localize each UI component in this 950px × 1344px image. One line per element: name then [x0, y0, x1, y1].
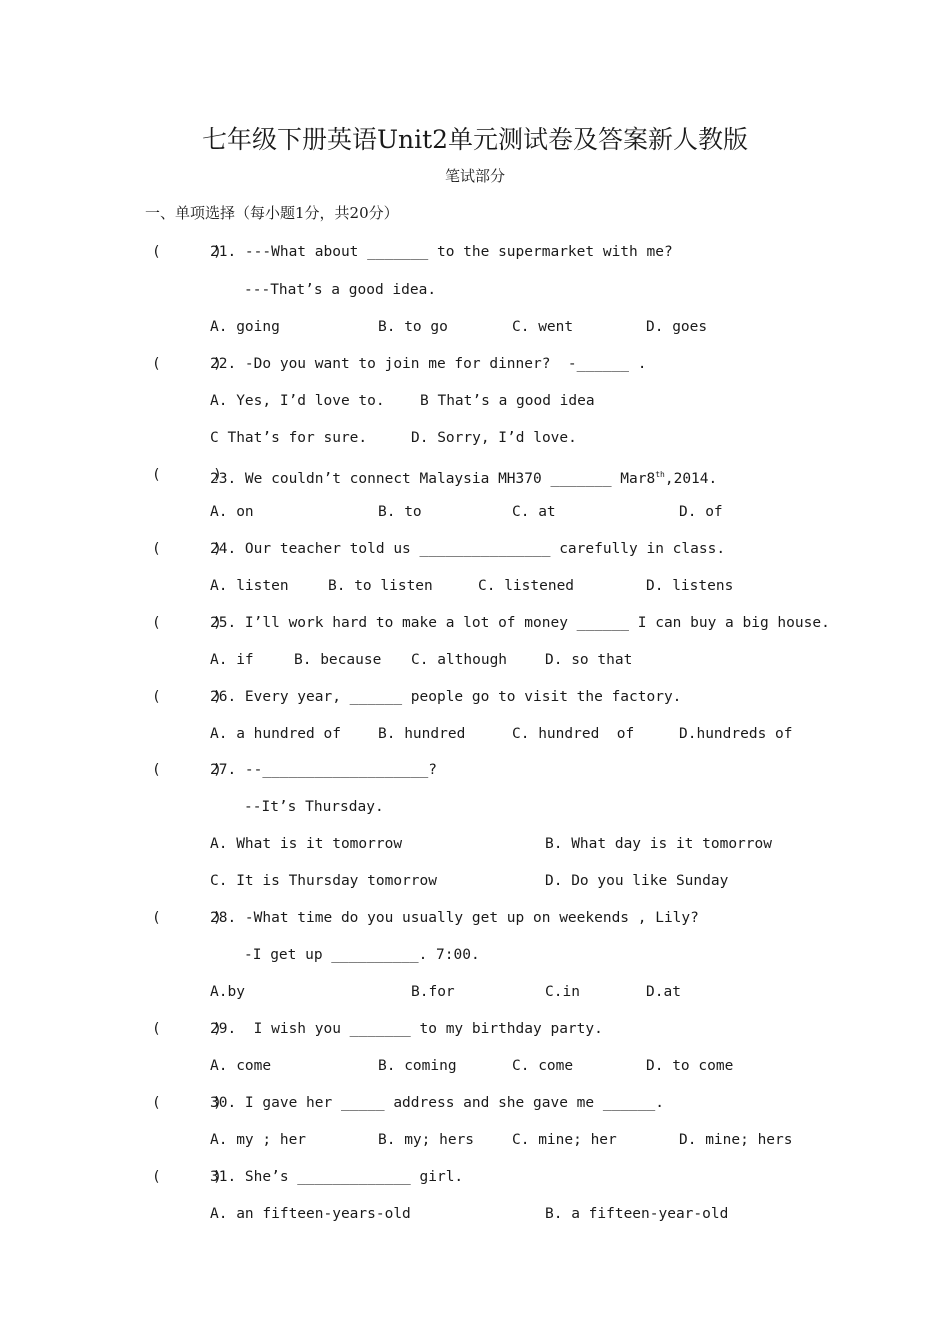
- option: B. to go: [378, 319, 448, 335]
- option: A. Yes, I’d love to.: [210, 393, 385, 409]
- question-stem: 22. -Do you want to join me for dinner? -______ .: [210, 356, 647, 372]
- option: C. It is Thursday tomorrow: [210, 873, 437, 889]
- question-dialogue: ---That’s a good idea.: [244, 282, 437, 298]
- option: A.by: [210, 984, 245, 1000]
- option: A. my ; her: [210, 1132, 307, 1148]
- option: B That’s a good idea: [420, 393, 595, 409]
- option: D. so that: [545, 652, 633, 668]
- option: C That’s for sure.: [210, 430, 368, 446]
- option: B. because: [294, 652, 382, 668]
- option: A. going: [210, 319, 280, 335]
- option: A. listen: [210, 578, 289, 594]
- option: C. at: [512, 504, 556, 520]
- question-stem: 23. We couldn’t connect Malaysia MH370 _______ Mar8th,2014.: [210, 470, 718, 487]
- answer-blank[interactable]: ( ): [152, 910, 222, 926]
- option: D. to come: [646, 1058, 734, 1074]
- option: C. mine; her: [512, 1132, 617, 1148]
- option: A. an fifteen-years-old: [210, 1206, 411, 1222]
- question-stem: 27. --___________________?: [210, 762, 437, 778]
- option: D. Sorry, I’d love.: [411, 430, 577, 446]
- option: D. mine; hers: [679, 1132, 793, 1148]
- question-stem: 26. Every year, ______ people go to visit the factory.: [210, 689, 682, 705]
- option: A. on: [210, 504, 254, 520]
- section-heading: 一、单项选择（每小题1分，共20分）: [145, 204, 399, 222]
- option: A. a hundred of: [210, 726, 341, 742]
- option: B. to listen: [328, 578, 433, 594]
- page-title: 七年级下册英语Unit2单元测试卷及答案新人教版: [201, 125, 749, 154]
- question-dialogue: -I get up __________. 7:00.: [244, 947, 480, 963]
- question-stem: 25. I’ll work hard to make a lot of money ______ I can buy a big house.: [210, 615, 830, 631]
- option: A. What is it tomorrow: [210, 836, 403, 852]
- answer-blank[interactable]: ( ): [152, 467, 222, 483]
- option: B. a fifteen-year-old: [545, 1206, 729, 1222]
- question-stem: 30. I gave her _____ address and she gave me ______.: [210, 1095, 664, 1111]
- option: B. coming: [378, 1058, 457, 1074]
- question-stem: 31. She’s _____________ girl.: [210, 1169, 464, 1185]
- option: C. although: [411, 652, 508, 668]
- option: C. listened: [478, 578, 575, 594]
- question-stem: 28. -What time do you usually get up on weekends , Lily?: [210, 910, 699, 926]
- option: C. went: [512, 319, 574, 335]
- option: C.in: [545, 984, 580, 1000]
- option: C. come: [512, 1058, 574, 1074]
- option: A. if: [210, 652, 254, 668]
- question-stem: 21. ---What about _______ to the supermarket with me?: [210, 244, 673, 260]
- option: C. hundred of: [512, 726, 635, 742]
- answer-blank[interactable]: ( ): [152, 762, 222, 778]
- option: D. of: [679, 504, 723, 520]
- option: D. listens: [646, 578, 734, 594]
- question-dialogue: --It’s Thursday.: [244, 799, 384, 815]
- option: B. What day is it tomorrow: [545, 836, 772, 852]
- answer-blank[interactable]: ( ): [152, 1095, 222, 1111]
- option: B. hundred: [378, 726, 466, 742]
- option: D. Do you like Sunday: [545, 873, 729, 889]
- option: A. come: [210, 1058, 272, 1074]
- answer-blank[interactable]: ( ): [152, 244, 222, 260]
- question-stem: 29. I wish you _______ to my birthday party.: [210, 1021, 603, 1037]
- option: D.hundreds of: [679, 726, 793, 742]
- answer-blank[interactable]: ( ): [152, 689, 222, 705]
- option: B.for: [411, 984, 455, 1000]
- answer-blank[interactable]: ( ): [152, 615, 222, 631]
- answer-blank[interactable]: ( ): [152, 356, 222, 372]
- option: D. goes: [646, 319, 708, 335]
- answer-blank[interactable]: ( ): [152, 1021, 222, 1037]
- option: B. my; hers: [378, 1132, 475, 1148]
- answer-blank[interactable]: ( ): [152, 1169, 222, 1185]
- answer-blank[interactable]: ( ): [152, 541, 222, 557]
- option: B. to: [378, 504, 422, 520]
- question-stem: 24. Our teacher told us _______________ carefully in class.: [210, 541, 726, 557]
- page-subtitle: 笔试部分: [444, 167, 505, 185]
- option: D.at: [646, 984, 681, 1000]
